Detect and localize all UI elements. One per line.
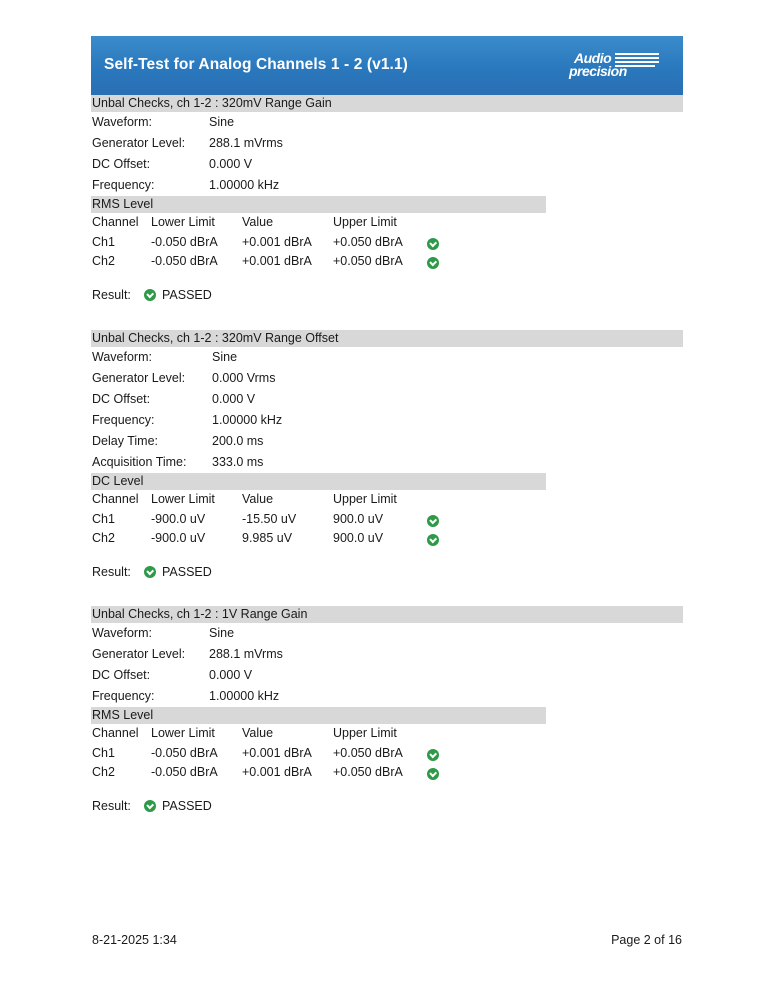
check-circle-icon (427, 534, 439, 546)
test-section-1 (91, 95, 683, 305)
check-circle-icon (427, 768, 439, 780)
audio-precision-logo (569, 50, 661, 82)
param-row: Frequency: 1.00000 kHz (92, 178, 280, 192)
section-title: Unbal Checks, ch 1-2 : 1V Range Gain (91, 606, 683, 623)
result-row (91, 796, 683, 816)
check-circle-icon (144, 289, 156, 301)
result-status: PASSED (162, 565, 212, 579)
test-section-2 (91, 330, 683, 582)
check-circle-icon (427, 238, 439, 250)
check-circle-icon (427, 749, 439, 761)
report-header-banner (91, 36, 683, 95)
col-upper-limit: Upper Limit (333, 492, 397, 506)
param-row: Generator Level: 288.1 mVrms (92, 647, 283, 661)
result-status: PASSED (162, 288, 212, 302)
param-row: DC Offset: 0.000 V (92, 157, 253, 171)
check-circle-icon (427, 515, 439, 527)
footer-page-number: Page 2 of 16 (611, 933, 682, 947)
footer-timestamp: 8-21-2025 1:34 (92, 933, 177, 947)
col-value: Value (242, 492, 274, 506)
result-label: Result: (92, 288, 131, 302)
check-circle-icon (427, 257, 439, 269)
section-title: Unbal Checks, ch 1-2 : 320mV Range Offset (91, 330, 683, 347)
param-row: Generator Level: 288.1 mVrms (92, 136, 283, 150)
check-circle-icon (144, 566, 156, 578)
col-lower-limit: Lower Limit (151, 726, 215, 740)
param-row: DC Offset: 0.000 V (92, 392, 256, 406)
param-row: Frequency: 1.00000 kHz (92, 689, 280, 703)
generator-params (91, 112, 683, 196)
table-header (91, 490, 683, 510)
table-row: Ch2 -0.050 dBrA +0.001 dBrA +0.050 dBrA (91, 763, 683, 782)
table-header (91, 213, 683, 233)
result-label: Result: (92, 565, 131, 579)
result-status: PASSED (162, 799, 212, 813)
measurement-title: RMS Level (91, 196, 546, 213)
table-row: Ch1 -900.0 uV -15.50 uV 900.0 uV (91, 510, 683, 529)
table-header (91, 724, 683, 744)
logo-text-audio: Audio (574, 50, 612, 66)
param-row: Generator Level: 0.000 Vrms (92, 371, 276, 385)
param-row: Acquisition Time: 333.0 ms (92, 455, 264, 469)
table-row: Ch2 -0.050 dBrA +0.001 dBrA +0.050 dBrA (91, 252, 683, 271)
col-channel: Channel (92, 492, 139, 506)
param-row: Frequency: 1.00000 kHz (92, 413, 283, 427)
result-row (91, 285, 683, 305)
col-upper-limit: Upper Limit (333, 215, 397, 229)
test-section-3 (91, 606, 683, 816)
col-channel: Channel (92, 726, 139, 740)
param-row: Waveform: Sine (92, 350, 238, 364)
generator-params (91, 347, 683, 473)
col-lower-limit: Lower Limit (151, 215, 215, 229)
param-row: Waveform: Sine (92, 115, 235, 129)
measurement-title: DC Level (91, 473, 546, 490)
result-label: Result: (92, 799, 131, 813)
generator-params (91, 623, 683, 707)
param-row: Waveform: Sine (92, 626, 235, 640)
table-row: Ch1 -0.050 dBrA +0.001 dBrA +0.050 dBrA (91, 233, 683, 252)
col-channel: Channel (92, 215, 139, 229)
col-upper-limit: Upper Limit (333, 726, 397, 740)
table-row: Ch2 -900.0 uV 9.985 uV 900.0 uV (91, 529, 683, 548)
check-circle-icon (144, 800, 156, 812)
logo-text-precision: precision (569, 63, 627, 79)
report-title: Self-Test for Analog Channels 1 - 2 (v1.1) (104, 56, 408, 73)
col-lower-limit: Lower Limit (151, 492, 215, 506)
measurement-title: RMS Level (91, 707, 546, 724)
param-row: Delay Time: 200.0 ms (92, 434, 264, 448)
col-value: Value (242, 215, 274, 229)
section-title: Unbal Checks, ch 1-2 : 320mV Range Gain (91, 95, 683, 112)
result-row (91, 562, 683, 582)
param-row: DC Offset: 0.000 V (92, 668, 253, 682)
col-value: Value (242, 726, 274, 740)
table-row: Ch1 -0.050 dBrA +0.001 dBrA +0.050 dBrA (91, 744, 683, 763)
